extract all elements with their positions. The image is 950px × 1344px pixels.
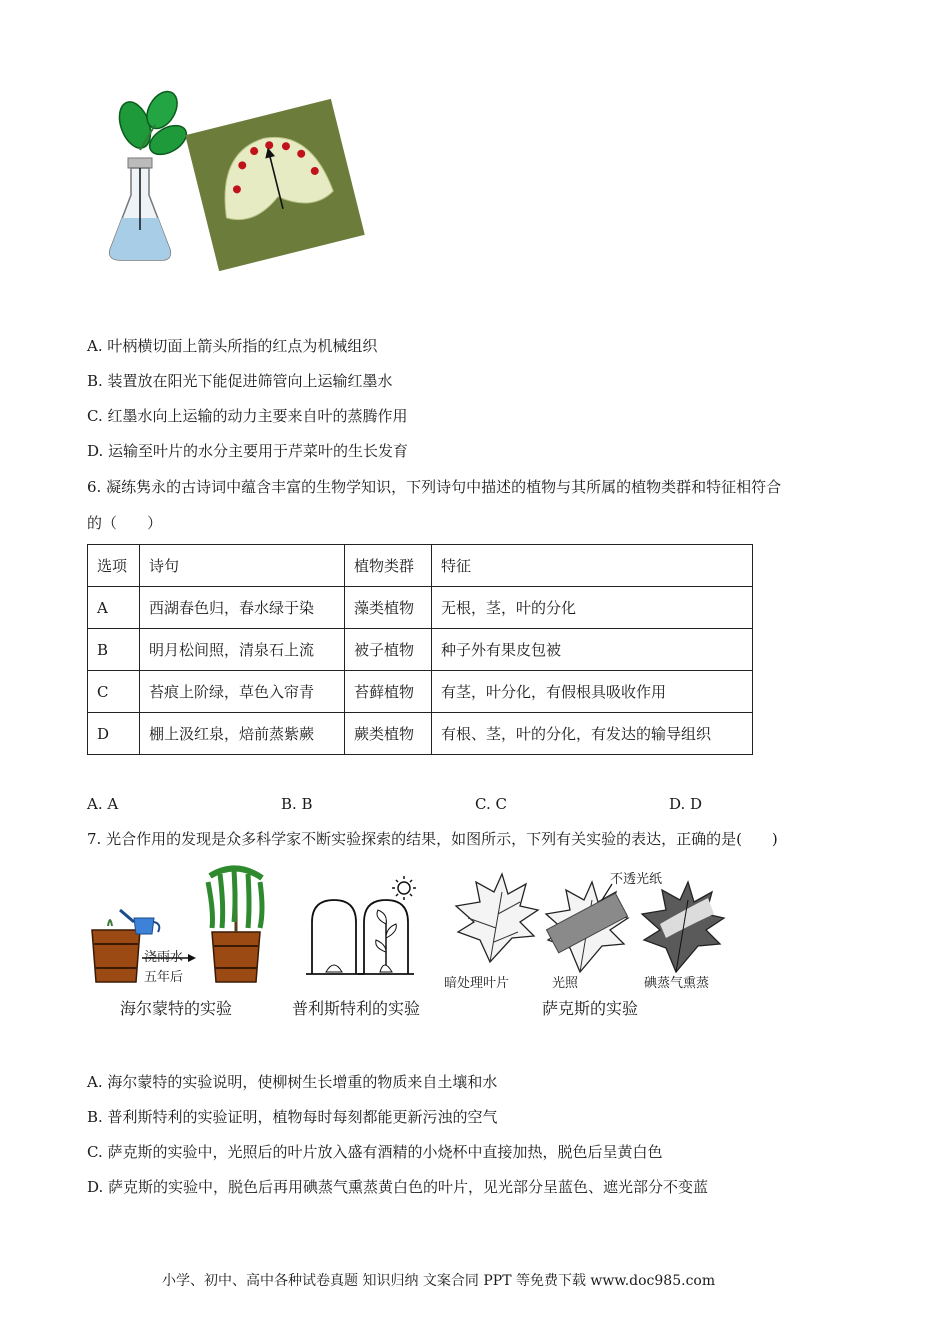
- table-row: [88, 671, 753, 713]
- q7-option-d: D. 萨克斯的实验中，脱色后再用碘蒸气熏蒸黄白色的叶片，见光部分呈蓝色、遮光部分不变蓝: [87, 1178, 709, 1196]
- helmont-label-watering: 浇雨水: [144, 950, 184, 965]
- sachs-leaf-dark-label: 暗处理叶片: [444, 976, 510, 991]
- cell-plant-group: 苔藓植物: [345, 671, 432, 713]
- page-footer: 小学、初中、高中各种试卷真题 知识归纳 文案合同 PPT 等免费下载 www.doc985.com: [162, 1273, 716, 1289]
- header-plant-group: 植物类群: [345, 545, 432, 587]
- table-row: [88, 629, 753, 671]
- cell-plant-group: 被子植物: [345, 629, 432, 671]
- priestley-caption: 普利斯特利的实验: [292, 999, 421, 1018]
- q7-stem: 7. 光合作用的发现是众多科学家不断实验探索的结果，如图所示，下列有关实验的表达，正确的是( ): [87, 830, 778, 848]
- header-option: 选项: [88, 545, 140, 587]
- cell-poem: 棚上汲红泉，焙前蒸紫蕨: [140, 713, 345, 755]
- cell-feature: 有茎，叶分化，有假根具吸收作用: [432, 671, 753, 713]
- cell-option: D: [88, 713, 140, 755]
- sun-icon: [392, 876, 416, 900]
- cell-plant-group: 蕨类植物: [345, 713, 432, 755]
- petiole-cross-section: [185, 99, 364, 271]
- q6-option-b: B. B: [281, 795, 313, 813]
- cell-plant-group: 藻类植物: [345, 587, 432, 629]
- conical-flask: [110, 158, 171, 260]
- cell-feature: 无根，茎，叶的分化: [432, 587, 753, 629]
- q6-stem-line2: 的（ ）: [87, 514, 163, 532]
- sachs-leaf-dark-treated: [456, 874, 538, 962]
- helmont-caption: 海尔蒙特的实验: [120, 999, 233, 1018]
- cell-option: B: [88, 629, 140, 671]
- q6-option-a: A. A: [87, 795, 119, 813]
- cell-feature: 种子外有果皮包被: [432, 629, 753, 671]
- cell-poem: 西湖春色归，春水绿于染: [140, 587, 345, 629]
- cell-option: A: [88, 587, 140, 629]
- q6-option-d: D. D: [669, 795, 703, 813]
- q5-option-b: B. 装置放在阳光下能促进筛管向上运输红墨水: [87, 372, 393, 390]
- q7-option-c: C. 萨克斯的实验中，光照后的叶片放入盛有酒精的小烧杯中直接加热，脱色后呈黄白色: [87, 1143, 663, 1161]
- sachs-leaf-iodine: [642, 882, 724, 972]
- q5-option-a: A. 叶柄横切面上箭头所指的红点为机械组织: [87, 337, 378, 355]
- table-row: [88, 713, 753, 755]
- sachs-caption: 萨克斯的实验: [542, 999, 639, 1018]
- header-poem: 诗句: [140, 545, 345, 587]
- cell-option: C: [88, 671, 140, 713]
- priestley-bell-jar-left: [306, 900, 364, 974]
- table-row: [88, 587, 753, 629]
- sachs-paper-label: 不透光纸: [610, 872, 663, 887]
- cell-feature: 有根、茎，叶的分化，有发达的输导组织: [432, 713, 753, 755]
- cell-poem: 明月松间照，清泉石上流: [140, 629, 345, 671]
- q5-option-c: C. 红墨水向上运输的动力主要来自叶的蒸腾作用: [87, 407, 408, 425]
- header-feature: 特征: [432, 545, 753, 587]
- sachs-leaf-light-label: 光照: [552, 976, 579, 991]
- helmont-bucket-willow: [208, 868, 262, 982]
- q7-option-b: B. 普利斯特利的实验证明，植物每时每刻都能更新污浊的空气: [87, 1108, 498, 1126]
- helmont-label-years: 五年后: [144, 970, 184, 985]
- q6-stem-line1: 6. 凝练隽永的古诗词中蕴含丰富的生物学知识，下列诗句中描述的植物与其所属的植物类群和特征相符合: [87, 478, 782, 496]
- sachs-leaf-covered: [546, 882, 628, 972]
- priestley-bell-jar-right: [358, 900, 414, 974]
- helmont-bucket-small: [92, 920, 140, 982]
- q6-option-c: C. C: [475, 795, 507, 813]
- celery-flask-figure: [100, 90, 370, 280]
- sachs-leaf-iodine-label: 碘蒸气熏蒸: [644, 976, 710, 991]
- cell-poem: 苔痕上阶绿，草色入帘青: [140, 671, 345, 713]
- q7-photosynthesis-figure: [88, 862, 748, 1022]
- q6-plant-table: [87, 544, 753, 755]
- q7-option-a: A. 海尔蒙特的实验说明，使柳树生长增重的物质来自土壤和水: [87, 1073, 498, 1091]
- table-header-row: [88, 545, 753, 587]
- q5-option-d: D. 运输至叶片的水分主要用于芹菜叶的生长发育: [87, 442, 409, 460]
